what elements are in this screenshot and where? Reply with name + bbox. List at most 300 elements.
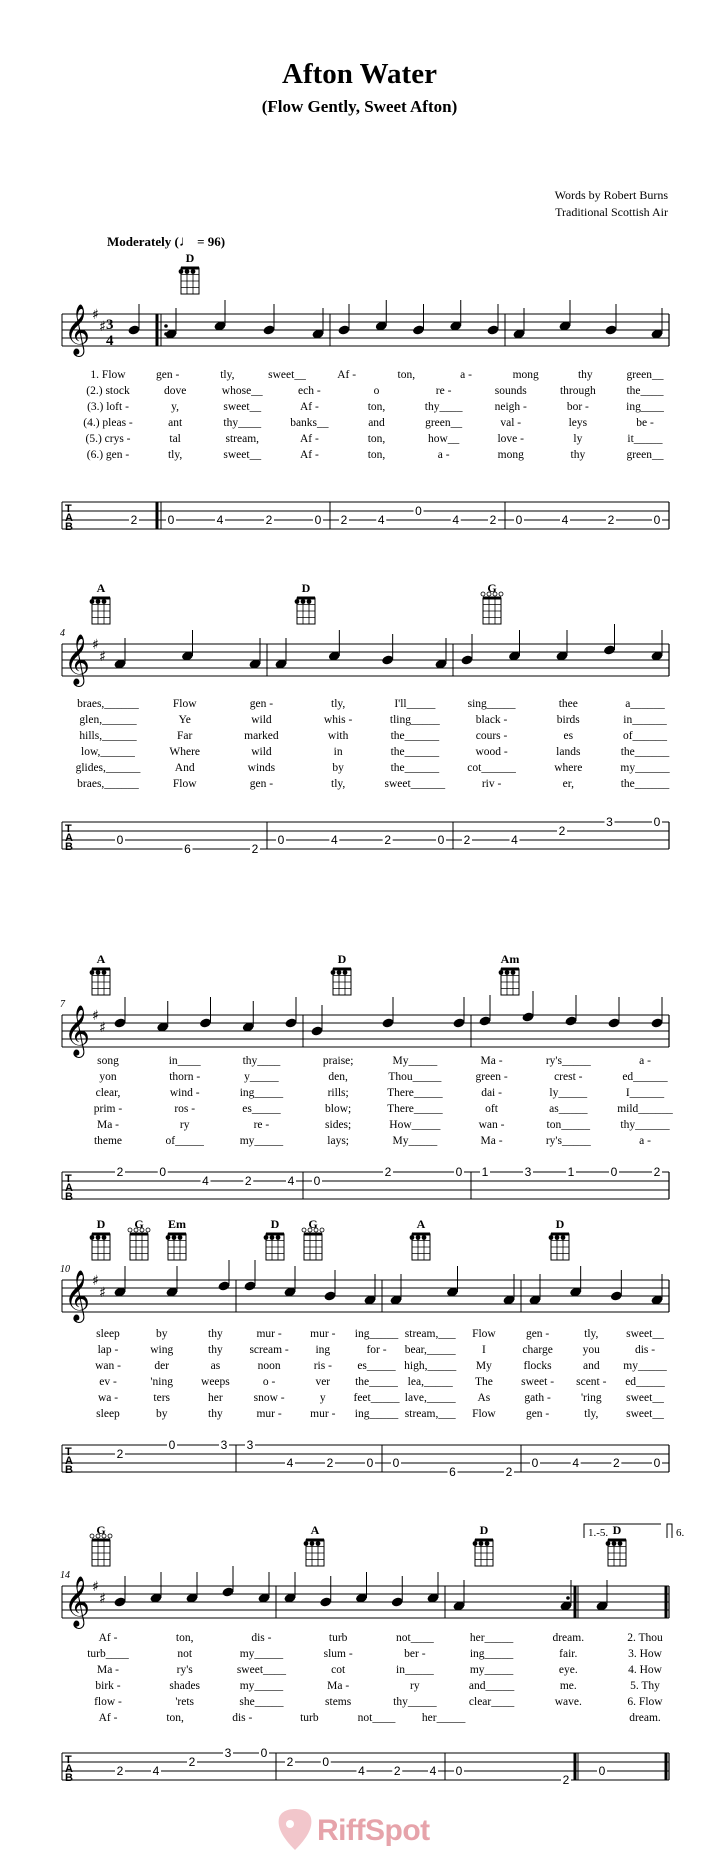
lyric-syllable: flow - xyxy=(94,1696,122,1708)
lyric-syllable: a - xyxy=(639,1135,651,1147)
lyric-syllable: by xyxy=(332,762,344,774)
lyric-syllable: y, xyxy=(171,401,180,413)
lyric-syllable: ing_____ xyxy=(354,1408,399,1420)
tab-fret-number: 0 xyxy=(314,513,322,527)
lyric-syllable: stream, xyxy=(225,433,260,445)
lyric-syllable: sing_____ xyxy=(467,698,516,710)
lyric-syllable: thorn - xyxy=(169,1071,201,1083)
tab-fret-number: 2 xyxy=(489,513,497,527)
tab-fret-number: 4 xyxy=(152,1764,160,1778)
tab-clef-letter: A xyxy=(65,1455,73,1467)
lyric-syllable: den, xyxy=(328,1071,348,1083)
finger-dot xyxy=(178,1235,183,1240)
lyric-syllable: whis - xyxy=(323,714,353,726)
lyric-syllable: thee xyxy=(558,698,578,710)
lyric-syllable: in____ xyxy=(168,1055,201,1067)
open-string-marker xyxy=(499,592,503,596)
tab-clef-letter: T xyxy=(65,1754,72,1766)
lyric-syllable: er, xyxy=(562,778,574,790)
finger-dot xyxy=(422,1235,427,1240)
lyric-syllable: black - xyxy=(475,714,508,726)
lyric-syllable: ry's xyxy=(176,1664,193,1676)
lyric-syllable: birds xyxy=(556,714,580,726)
tab-fret-number: 2 xyxy=(188,1755,196,1769)
tab-fret-number: 0 xyxy=(313,1174,321,1188)
lyric-syllable: gen - xyxy=(249,778,274,790)
tab-fret-number: 2 xyxy=(286,1755,294,1769)
system-2 xyxy=(60,581,670,856)
finger-dot xyxy=(337,970,342,975)
lyric-syllable: I xyxy=(481,1344,486,1356)
lyric-syllable: the______ xyxy=(620,746,670,758)
song-title: Afton Water xyxy=(282,58,437,90)
chord-name: D xyxy=(96,1217,106,1231)
lyric-syllable: gen - xyxy=(525,1408,550,1420)
lyric-syllable: cot______ xyxy=(467,762,516,774)
lyric-syllable: in xyxy=(333,746,343,758)
tab-fret-number: 4 xyxy=(202,1174,209,1188)
tab-fret-number: 2 xyxy=(384,833,392,847)
finger-dot xyxy=(304,1541,309,1546)
finger-dot xyxy=(612,1541,617,1546)
tab-fret-number: 2 xyxy=(340,513,348,527)
lyric-syllable: bear,_____ xyxy=(404,1344,456,1356)
lyric-syllable: re - xyxy=(435,385,452,397)
treble-clef-icon: 𝄞 xyxy=(64,634,91,685)
lyric-syllable: ly_____ xyxy=(549,1087,588,1099)
lyric-syllable: ry's_____ xyxy=(545,1135,591,1147)
lyric-syllable: My_____ xyxy=(392,1055,438,1067)
lyric-syllable: Af - xyxy=(299,449,319,461)
lyric-syllable: The xyxy=(474,1376,493,1388)
lyric-syllable: not____ xyxy=(357,1712,396,1724)
system-5 xyxy=(60,1523,685,1787)
finger-dot xyxy=(90,599,95,604)
sharp-icon: ♯ xyxy=(99,1591,106,1607)
lyric-syllable: tly, xyxy=(167,449,183,461)
finger-dot xyxy=(185,269,190,274)
open-string-marker xyxy=(108,1534,112,1538)
lyric-syllable: ton, xyxy=(367,401,386,413)
lyric-syllable: braes,______ xyxy=(77,698,139,710)
lyric-syllable: 1. Flow xyxy=(90,369,126,381)
tab-fret-number: 0 xyxy=(531,1456,539,1470)
tab-fret-number: 4 xyxy=(561,513,569,527)
lyric-syllable: lands xyxy=(556,746,581,758)
finger-dot xyxy=(102,1235,107,1240)
lyric-syllable: tly, xyxy=(220,369,235,381)
lyric-syllable: her_____ xyxy=(421,1712,466,1724)
lyric-syllable: stream,___ xyxy=(404,1408,456,1420)
finger-dot xyxy=(307,599,312,604)
sharp-icon: ♯ xyxy=(99,649,106,665)
finger-dot xyxy=(90,1235,95,1240)
lyric-syllable: Flow xyxy=(172,698,197,710)
lyric-syllable: sweet____ xyxy=(236,1664,287,1676)
quarter-note-icon: ♩ xyxy=(178,234,194,250)
tab-fret-number: 0 xyxy=(653,815,661,829)
measure-number: 7 xyxy=(60,999,65,1010)
lyric-syllable: Ye xyxy=(178,714,191,726)
lyric-syllable: stream,___ xyxy=(404,1328,456,1340)
system-4 xyxy=(60,1217,669,1479)
lyric-syllable: crest - xyxy=(554,1071,583,1083)
tab-fret-number: 0 xyxy=(515,513,523,527)
lyric-syllable: mong xyxy=(512,369,539,381)
tab-clef-letter: B xyxy=(65,1191,73,1203)
lyric-syllable: scent - xyxy=(576,1376,607,1388)
lyric-syllable: feet_____ xyxy=(353,1392,400,1404)
lyric-syllable: thy xyxy=(208,1328,223,1340)
lyric-syllable: glen,______ xyxy=(79,714,137,726)
sharp-icon: ♯ xyxy=(99,319,106,335)
tab-fret-number: 2 xyxy=(244,1174,252,1188)
lyric-syllable: dis - xyxy=(232,1712,253,1724)
finger-dot xyxy=(310,1541,315,1546)
lyric-syllable: val - xyxy=(500,417,522,429)
lyric-syllable: clear____ xyxy=(468,1696,515,1708)
repeat-dot xyxy=(566,1596,570,1600)
chord-name: A xyxy=(96,581,106,595)
song-subtitle: (Flow Gently, Sweet Afton) xyxy=(261,97,458,116)
lyric-syllable: winds xyxy=(247,762,276,774)
lyric-syllable: low,______ xyxy=(81,746,135,758)
finger-dot xyxy=(473,1541,478,1546)
lyric-syllable: as_____ xyxy=(549,1103,588,1115)
lyric-syllable: you xyxy=(582,1344,600,1356)
lyric-syllable: my_____ xyxy=(469,1664,514,1676)
sharp-icon: ♯ xyxy=(92,307,99,323)
lyric-syllable: tling_____ xyxy=(389,714,440,726)
lyric-syllable: ros - xyxy=(174,1103,196,1115)
tempo-text: Moderately xyxy=(107,234,172,249)
lyric-syllable: thy____ xyxy=(223,417,262,429)
lyric-syllable: green - xyxy=(475,1071,508,1083)
lyric-syllable: turb____ xyxy=(87,1648,129,1660)
finger-dot xyxy=(549,1235,554,1240)
lyric-syllable: love - xyxy=(497,433,525,445)
lyric-syllable: sweet__ xyxy=(223,401,262,413)
lyric-syllable: der xyxy=(154,1360,170,1372)
tab-fret-number: 0 xyxy=(159,1165,167,1179)
guitar-pick-icon xyxy=(275,1808,315,1852)
open-string-marker xyxy=(302,1228,306,1232)
lyric-syllable: thy____ xyxy=(242,1055,281,1067)
lyric-syllable: the______ xyxy=(390,730,440,742)
lyric-syllable: mur - xyxy=(256,1328,282,1340)
lyric-syllable: where xyxy=(554,762,583,774)
tab-clef-letter: B xyxy=(65,1772,73,1784)
tab-fret-number: 3 xyxy=(606,815,613,829)
tab-clef-letter: A xyxy=(65,1763,73,1775)
lyric-syllable: theme xyxy=(93,1135,123,1147)
tab-clef-letter: B xyxy=(65,521,73,533)
finger-dot xyxy=(191,269,196,274)
lyric-syllable: Flow xyxy=(472,1408,496,1420)
lyric-syllable: Flow xyxy=(472,1328,496,1340)
lyric-syllable: y xyxy=(319,1392,326,1404)
lyric-syllable: ing_____ xyxy=(354,1328,399,1340)
lyric-syllable: tly, xyxy=(584,1328,599,1340)
lyric-syllable: re - xyxy=(253,1119,270,1131)
finger-dot xyxy=(276,1235,281,1240)
tab-fret-number: 0 xyxy=(168,1438,176,1452)
lyric-syllable: Where xyxy=(169,746,201,758)
lyric-syllable: wild xyxy=(251,714,272,726)
tab-fret-number: 3 xyxy=(220,1438,228,1452)
lyric-syllable: be - xyxy=(636,417,654,429)
lyric-syllable: thy xyxy=(208,1344,223,1356)
tab-fret-number: 0 xyxy=(116,833,124,847)
lyric-syllable: 'ring xyxy=(580,1392,602,1404)
lyric-syllable: braes,______ xyxy=(77,778,139,790)
chord-name: D xyxy=(555,1217,565,1231)
lyric-syllable: wan - xyxy=(95,1360,121,1372)
tab-fret-number: 2 xyxy=(393,1764,401,1778)
lyric-syllable: ry xyxy=(179,1119,190,1131)
time-signature-top: 3 xyxy=(106,317,114,333)
lyric-syllable: the______ xyxy=(390,762,440,774)
finger-dot xyxy=(102,970,107,975)
lyric-syllable: mur - xyxy=(256,1408,282,1420)
lyric-syllable: weeps xyxy=(201,1376,230,1388)
lyric-syllable: sides; xyxy=(325,1119,352,1131)
tab-fret-number: 2 xyxy=(130,513,138,527)
tab-clef-letter: T xyxy=(65,503,72,515)
chord-name: G xyxy=(308,1217,318,1231)
lyric-syllable: snow - xyxy=(253,1392,285,1404)
lyric-syllable: cours - xyxy=(475,730,508,742)
tab-fret-number: 2 xyxy=(116,1165,124,1179)
lyric-syllable: as xyxy=(210,1360,221,1372)
lyric-syllable: I______ xyxy=(625,1087,665,1099)
tab-fret-number: 2 xyxy=(505,1465,513,1479)
tab-clef-letter: B xyxy=(65,1464,73,1476)
tab-clef-letter: A xyxy=(65,1182,73,1194)
chord-name: G xyxy=(134,1217,144,1231)
lyric-syllable: sounds xyxy=(494,385,527,397)
tab-clef-letter: T xyxy=(65,1173,72,1185)
finger-dot xyxy=(301,599,306,604)
lyric-syllable: wan - xyxy=(478,1119,505,1131)
tab-clef-letter: A xyxy=(65,512,73,524)
tab-fret-number: 4 xyxy=(429,1764,437,1778)
tab-fret-number: 2 xyxy=(116,1447,124,1461)
lyric-syllable: fair. xyxy=(559,1648,578,1660)
finger-dot xyxy=(499,970,504,975)
lyric-syllable: sweet - xyxy=(521,1376,555,1388)
tab-fret-number: 0 xyxy=(392,1456,400,1470)
lyric-syllable: her xyxy=(208,1392,223,1404)
tab-clef-letter: T xyxy=(65,1446,72,1458)
tab-clef-letter: T xyxy=(65,823,72,835)
lyric-syllable: praise; xyxy=(322,1055,354,1067)
tab-fret-number: 2 xyxy=(562,1773,570,1787)
tab-fret-number: 2 xyxy=(558,824,566,838)
finger-dot xyxy=(316,1541,321,1546)
lyric-syllable: riv - xyxy=(481,778,502,790)
open-string-marker xyxy=(128,1228,132,1232)
tab-clef-letter: B xyxy=(65,841,73,853)
lyric-syllable: (2.) stock xyxy=(86,385,130,397)
lyric-syllable: it_____ xyxy=(627,433,663,445)
tab-fret-number: 0 xyxy=(598,1764,606,1778)
repeat-dot xyxy=(164,324,168,328)
lyric-syllable: my_____ xyxy=(239,1680,284,1692)
sharp-icon: ♯ xyxy=(99,1020,106,1036)
lyric-syllable: mild______ xyxy=(617,1103,673,1115)
finger-dot xyxy=(102,599,107,604)
lyric-syllable: cot xyxy=(331,1664,346,1676)
lyric-syllable: ber - xyxy=(404,1648,426,1660)
lyric-syllable: Af - xyxy=(299,401,319,413)
lyric-syllable: clear, xyxy=(95,1087,121,1099)
lyric-syllable: ech - xyxy=(298,385,321,397)
lyric-syllable: dai - xyxy=(481,1087,502,1099)
sharp-icon: ♯ xyxy=(92,637,99,653)
lyric-syllable: (5.) crys - xyxy=(85,433,131,445)
lyric-syllable: Ma - xyxy=(480,1135,503,1147)
lyric-syllable: green__ xyxy=(626,369,664,381)
lyric-syllable: and xyxy=(582,1360,600,1372)
lyricist-credit: Words by Robert Burns xyxy=(554,188,668,202)
lyric-syllable: sleep xyxy=(96,1408,120,1420)
lyric-syllable: banks__ xyxy=(290,417,329,429)
lyric-syllable: Af - xyxy=(299,433,319,445)
lyric-syllable: birk - xyxy=(95,1680,121,1692)
lyric-syllable: stems xyxy=(325,1696,352,1708)
lyric-syllable: There_____ xyxy=(387,1103,443,1115)
tab-fret-number: 2 xyxy=(326,1456,334,1470)
tab-fret-number: 2 xyxy=(653,1165,661,1179)
lyric-syllable: turb xyxy=(328,1632,348,1644)
chord-name: Am xyxy=(500,952,520,966)
finger-dot xyxy=(96,1235,101,1240)
tab-fret-number: 4 xyxy=(511,833,518,847)
lyric-syllable: And xyxy=(174,762,195,774)
open-string-marker xyxy=(146,1228,150,1232)
lyric-syllable: neigh - xyxy=(494,401,527,413)
tab-clef-letter: A xyxy=(65,832,73,844)
finger-dot xyxy=(561,1235,566,1240)
tab-fret-number: 2 xyxy=(612,1456,620,1470)
finger-dot xyxy=(295,599,300,604)
finger-dot xyxy=(96,970,101,975)
lyric-syllable: ing xyxy=(315,1344,331,1356)
lyric-syllable: and_____ xyxy=(468,1680,515,1692)
lyric-syllable: o xyxy=(373,385,380,397)
lyric-syllable: ton, xyxy=(367,433,386,445)
chord-name: D xyxy=(270,1217,280,1231)
lyric-syllable: Ma - xyxy=(327,1680,350,1692)
lyric-syllable: my_____ xyxy=(623,1360,667,1372)
lyric-syllable: green__ xyxy=(425,417,463,429)
lyric-syllable: Af - xyxy=(98,1632,118,1644)
lyric-syllable: a - xyxy=(639,1055,651,1067)
lyric-syllable: in______ xyxy=(623,714,667,726)
tab-fret-number: 0 xyxy=(653,513,661,527)
tab-fret-number: 0 xyxy=(610,1165,618,1179)
lyric-syllable: Ma - xyxy=(480,1055,503,1067)
finger-dot xyxy=(179,269,184,274)
lyric-syllable: yon xyxy=(99,1071,117,1083)
lyric-syllable: eye. xyxy=(558,1664,578,1676)
lyric-syllable: slum - xyxy=(323,1648,353,1660)
lyric-syllable: the______ xyxy=(390,746,440,758)
tab-fret-number: 2 xyxy=(251,842,259,856)
chord-name: G xyxy=(487,581,497,595)
lyric-syllable: (4.) pleas - xyxy=(83,417,133,429)
lyric-syllable: ing____ xyxy=(626,401,664,413)
finger-dot xyxy=(618,1541,623,1546)
lyric-syllable: ed______ xyxy=(622,1071,668,1083)
lyric-syllable: by xyxy=(155,1408,168,1420)
tab-fret-number: 4 xyxy=(287,1174,295,1188)
tab-fret-number: 0 xyxy=(653,1456,661,1470)
lyric-syllable: 6. Flow xyxy=(627,1696,663,1708)
chord-name: D xyxy=(612,1523,622,1537)
lyric-syllable: es_____ xyxy=(242,1103,281,1115)
finger-dot xyxy=(410,1235,415,1240)
lyric-syllable: Af - xyxy=(337,369,357,381)
finger-dot xyxy=(331,970,336,975)
lyric-syllable: ton, xyxy=(175,1632,194,1644)
lyric-syllable: ed_____ xyxy=(625,1376,665,1388)
lyric-syllable: gath - xyxy=(524,1392,551,1404)
sharp-icon: ♯ xyxy=(92,1273,99,1289)
lyric-syllable: whose__ xyxy=(221,385,263,397)
lyric-syllable: green__ xyxy=(626,449,664,461)
lyric-syllable: rills; xyxy=(327,1087,349,1099)
lyric-syllable: How_____ xyxy=(389,1119,441,1131)
lyric-syllable: prim - xyxy=(93,1103,123,1115)
lyric-syllable: mong xyxy=(497,449,524,461)
lyric-syllable: tal xyxy=(169,433,181,445)
lyric-syllable: ry's_____ xyxy=(545,1055,591,1067)
finger-dot xyxy=(270,1235,275,1240)
lyric-syllable: tly, xyxy=(584,1408,599,1420)
lyric-syllable: gen - xyxy=(156,369,180,381)
finger-dot xyxy=(505,970,510,975)
lyric-syllable: Af - xyxy=(98,1712,118,1724)
lyric-syllable: blow; xyxy=(325,1103,352,1115)
lyric-syllable: 'ning xyxy=(150,1376,173,1388)
lyric-syllable: dis - xyxy=(251,1632,272,1644)
lyric-syllable: ver xyxy=(315,1376,331,1388)
chord-name: D xyxy=(479,1523,489,1537)
finger-dot xyxy=(90,970,95,975)
lyric-syllable: My xyxy=(475,1360,492,1372)
lyric-syllable: not xyxy=(177,1648,193,1660)
tab-fret-number: 2 xyxy=(116,1764,124,1778)
lyric-syllable: of_____ xyxy=(165,1135,204,1147)
tab-fret-number: 0 xyxy=(260,1746,268,1760)
finger-dot xyxy=(416,1235,421,1240)
lyric-syllable: 5. Thy xyxy=(630,1680,660,1692)
lyric-syllable: sweet__ xyxy=(626,1328,664,1340)
lyric-syllable: thy______ xyxy=(620,1119,670,1131)
lyric-syllable: My_____ xyxy=(392,1135,438,1147)
lyric-syllable: thy xyxy=(577,369,593,381)
tab-fret-number: 4 xyxy=(286,1456,294,1470)
volta-bracket xyxy=(667,1524,672,1538)
finger-dot xyxy=(172,1235,177,1240)
lyric-syllable: ton_____ xyxy=(546,1119,591,1131)
lyric-syllable: dis - xyxy=(634,1344,656,1356)
tab-fret-number: 6 xyxy=(449,1465,456,1479)
chord-name: G xyxy=(96,1523,106,1537)
lyric-syllable: oft xyxy=(485,1103,498,1115)
